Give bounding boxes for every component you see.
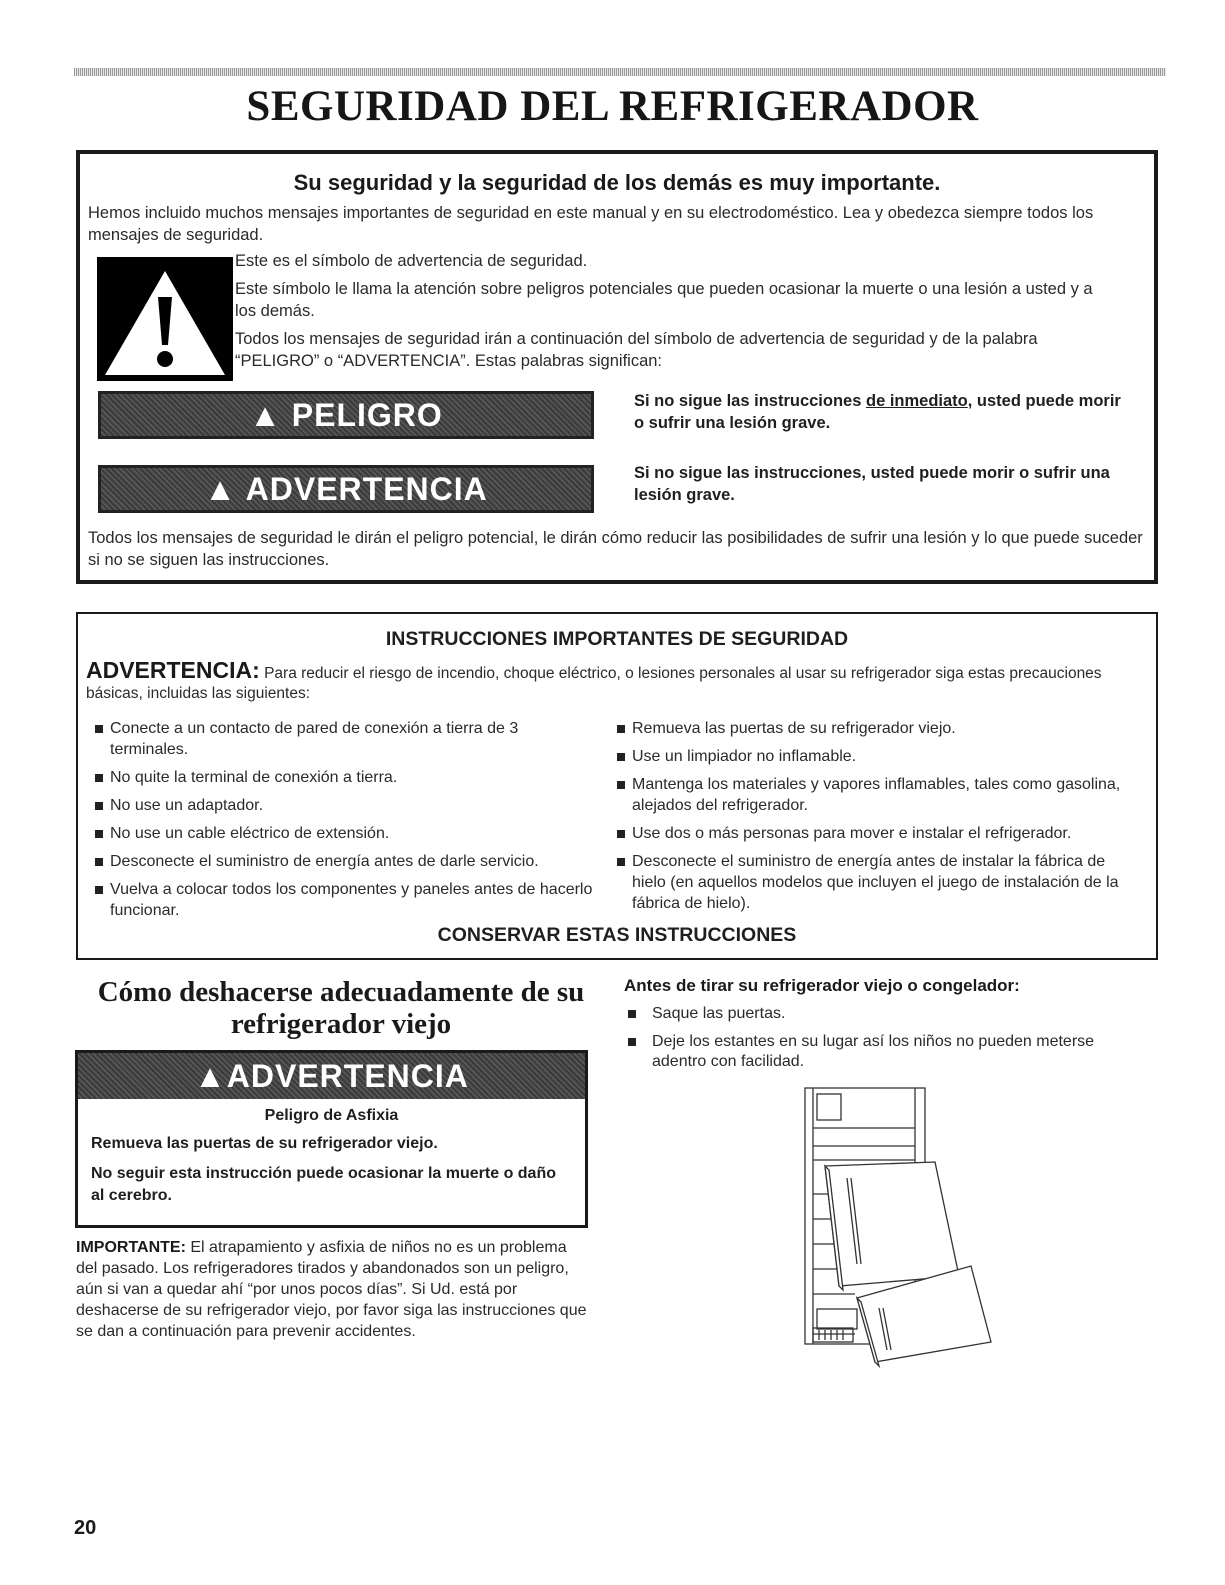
instructions-footer: CONSERVAR ESTAS INSTRUCCIONES <box>437 924 797 946</box>
warning-text: Para reducir el riesgo de incendio, choque eléctrico, o lesiones personales al usar su refrigerador siga estas precauciones básicas, incluidas las siguientes: <box>86 665 1102 702</box>
advertencia-signal-banner <box>78 1053 585 1099</box>
list-item: Deje los estantes en su lugar así los niños no pueden meterse adentro con facilidad. <box>628 1032 1128 1072</box>
safety-alert-symbol-icon <box>97 257 233 381</box>
list-item: Use un limpiador no inflamable. <box>616 746 1136 767</box>
instructions-right-list <box>616 718 1136 921</box>
importante-paragraph <box>76 1237 588 1342</box>
page-number: 20 <box>74 1517 97 1539</box>
list-item: Conecte a un contacto de pared de conexión a tierra de 3 terminales. <box>94 718 594 760</box>
list-item: Saque las puertas. <box>628 1004 1128 1024</box>
peligro-definition: Si no sigue las instrucciones de inmediato, usted puede morir o sufrir una lesión grave. <box>634 392 1121 432</box>
advertencia-label: ▲ ADVERTENCIA <box>204 470 488 507</box>
hazard-instruction: Remueva las puertas de su refrigerador viejo. <box>91 1135 438 1152</box>
alert-triangle-icon: ▲ <box>204 470 246 507</box>
list-item: Desconecte el suministro de energía antes de instalar la fábrica de hielo (en aquellos modelos que incluyen el juego de instalación de la fábrica de hielo). <box>616 851 1136 914</box>
safety-box-heading: Su seguridad y la seguridad de los demás es muy importante. <box>293 170 941 195</box>
list-item: Use dos o más personas para mover e instalar el refrigerador. <box>616 823 1136 844</box>
page-title: SEGURIDAD DEL REFRIGERADOR <box>246 83 979 130</box>
alert-triangle-icon: ▲ <box>194 1057 227 1094</box>
advertencia-definition: Si no sigue las instrucciones, usted puede morir o sufrir una lesión grave. <box>634 464 1110 504</box>
asphyxia-warning-box <box>75 1050 588 1228</box>
instructions-left-list <box>94 718 594 928</box>
importante-lead: IMPORTANTE: <box>76 1239 186 1256</box>
instructions-box <box>76 612 1158 960</box>
symbol-line: Este símbolo le llama la atención sobre peligros potenciales que pueden ocasionar la muerte o una lesión a usted y a los demás. <box>235 280 1093 320</box>
list-item: Vuelva a colocar todos los componentes y paneles antes de hacerlo funcionar. <box>94 879 594 921</box>
safety-box-footer: Todos los mensajes de seguridad le dirán el peligro potencial, le dirán cómo reducir las posibilidades de sufrir una lesión y lo que puede suceder si no se siguen las instrucciones. <box>88 529 1143 569</box>
symbol-line: Este es el símbolo de advertencia de seguridad. <box>235 252 588 270</box>
symbol-line: Todos los mensajes de seguridad irán a continuación del símbolo de advertencia de seguridad y de la palabra “PELIGRO” o “ADVERTENCIA”. Estas palabras significan: <box>235 330 1038 370</box>
symbol-description <box>235 250 1115 378</box>
importante-text: El atrapamiento y asfixia de niños no es un problema del pasado. Los refrigeradores tirados y abandonados son un peligro, aún si van a quedar ahí “por unos pocos días”. Si Ud. está por deshacerse de su refrigerador viejo, por favor siga las instrucciones que se dan a continuación para prevenir accidentes. <box>76 1239 587 1340</box>
list-item: No use un adaptador. <box>94 795 594 816</box>
alert-triangle-icon: ▲ <box>249 396 292 433</box>
disposal-section-title: Cómo deshacerse adecuadamente de su refrigerador viejo <box>97 976 585 1040</box>
peligro-signal-banner <box>98 391 594 439</box>
safety-box <box>76 150 1158 584</box>
hazard-consequence: No seguir esta instrucción puede ocasionar la muerte o daño al cerebro. <box>91 1165 556 1204</box>
advertencia-signal-banner <box>98 465 594 513</box>
safety-box-intro: Hemos incluido muchos mensajes importantes de seguridad en este manual y en su electrodoméstico. Lea y obedezca siempre todos los mensajes de seguridad. <box>88 204 1094 244</box>
instructions-heading: INSTRUCCIONES IMPORTANTES DE SEGURIDAD <box>385 628 849 650</box>
instructions-warning <box>86 657 1146 704</box>
top-decorative-rule <box>74 68 1166 76</box>
refrigerator-doors-removed-illustration <box>795 1084 995 1370</box>
hazard-title: Peligro de Asfixia <box>264 1107 399 1124</box>
list-item: No use un cable eléctrico de extensión. <box>94 823 594 844</box>
disposal-steps-heading: Antes de tirar su refrigerador viejo o congelador: <box>624 976 1020 995</box>
list-item: No quite la terminal de conexión a tierra. <box>94 767 594 788</box>
warning-lead: ADVERTENCIA: <box>86 657 260 683</box>
disposal-steps-list <box>628 1004 1128 1080</box>
peligro-label: ▲ PELIGRO <box>249 396 443 433</box>
list-item: Mantenga los materiales y vapores inflamables, tales como gasolina, alejados del refrigerador. <box>616 774 1136 816</box>
list-item: Desconecte el suministro de energía antes de darle servicio. <box>94 851 594 872</box>
list-item: Remueva las puertas de su refrigerador viejo. <box>616 718 1136 739</box>
advertencia-label: ▲ADVERTENCIA <box>194 1057 469 1094</box>
